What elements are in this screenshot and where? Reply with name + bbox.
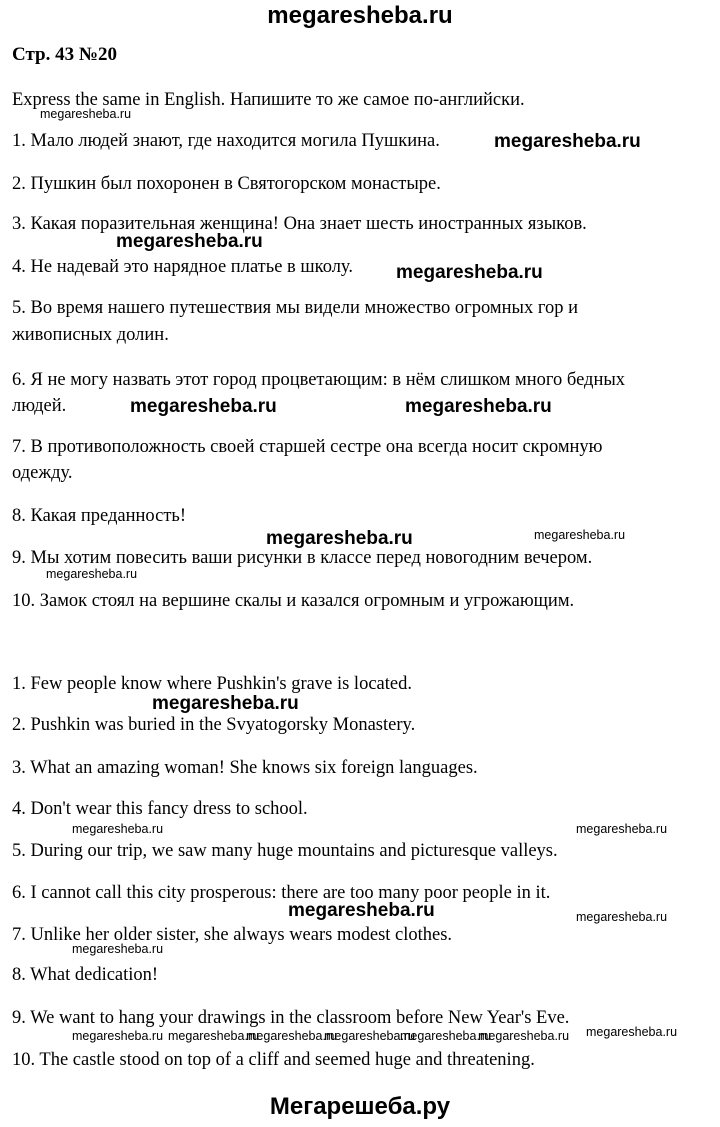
- russian-sentence: 3. Какая поразительная женщина! Она знает шесть иностранных языков.: [12, 214, 587, 234]
- english-sentence: 7. Unlike her older sister, she always wears modest clothes.: [12, 925, 453, 945]
- watermark: megaresheba.ru: [494, 131, 641, 152]
- english-sentence: 10. The castle stood on top of a cliff and seemed huge and threatening.: [12, 1050, 535, 1070]
- page-reference: Стр. 43 №20: [12, 44, 117, 65]
- english-sentence: 4. Don't wear this fancy dress to school.: [12, 799, 308, 819]
- watermark: megaresheba.ru: [478, 1029, 570, 1043]
- russian-sentence: 1. Мало людей знают, где находится могила Пушкина.: [12, 131, 440, 151]
- watermark: megaresheba.ru: [576, 822, 668, 836]
- watermark: megaresheba.ru: [534, 528, 626, 542]
- english-sentence: 3. What an amazing woman! She knows six foreign languages.: [12, 758, 478, 778]
- watermark: megaresheba.ru: [72, 942, 164, 956]
- task-instruction: Express the same in English. Напишите то же самое по-английски.: [12, 90, 525, 110]
- russian-sentence: 6. Я не могу назвать этот город процветающим: в нём слишком много бедных: [12, 370, 626, 390]
- watermark: megaresheba.ru: [72, 822, 164, 836]
- watermark: megaresheba.ru: [324, 1029, 416, 1043]
- watermark: megaresheba.ru: [46, 567, 138, 581]
- watermark: megaresheba.ru: [40, 107, 132, 121]
- watermark: megaresheba.ru: [130, 396, 277, 417]
- english-sentence: 6. I cannot call this city prosperous: there are too many poor people in it.: [12, 883, 551, 903]
- watermark: megaresheba.ru: [396, 262, 543, 283]
- watermark: megaresheba.ru: [168, 1029, 260, 1043]
- english-sentence: 2. Pushkin was buried in the Svyatogorsky Monastery.: [12, 715, 416, 735]
- watermark: megaresheba.ru: [288, 900, 435, 921]
- english-sentence: 8. What dedication!: [12, 965, 159, 985]
- russian-sentence: 9. Мы хотим повесить ваши рисунки в классе перед новогодним вечером.: [12, 548, 593, 568]
- watermark: megaresheba.ru: [400, 1029, 492, 1043]
- watermark: megaresheba.ru: [576, 910, 668, 924]
- russian-sentence: 5. Во время нашего путешествия мы видели множество огромных гор и: [12, 298, 578, 318]
- russian-sentence: 2. Пушкин был похоронен в Святогорском монастыре.: [12, 174, 441, 194]
- russian-sentence: 7. В противоположность своей старшей сестре она всегда носит скромную: [12, 437, 603, 457]
- english-sentence: 9. We want to hang your drawings in the classroom before New Year's Eve.: [12, 1008, 570, 1028]
- english-sentence: 5. During our trip, we saw many huge mountains and picturesque valleys.: [12, 841, 558, 861]
- watermark: megaresheba.ru: [116, 231, 263, 252]
- russian-sentence: 4. Не надевай это нарядное платье в школу.: [12, 257, 353, 277]
- watermark: megaresheba.ru: [72, 1029, 164, 1043]
- watermark: megaresheba.ru: [405, 396, 552, 417]
- russian-sentence-cont: людей.: [12, 396, 67, 416]
- russian-sentence: 8. Какая преданность!: [12, 506, 187, 526]
- watermark: megaresheba.ru: [586, 1025, 678, 1039]
- english-sentence: 1. Few people know where Pushkin's grave is located.: [12, 674, 412, 694]
- russian-sentence-cont: одежду.: [12, 463, 73, 483]
- watermark: megaresheba.ru: [266, 528, 413, 549]
- russian-sentence-cont: живописных долин.: [12, 325, 169, 345]
- russian-sentence: 10. Замок стоял на вершине скалы и казался огромным и угрожающим.: [12, 591, 575, 611]
- site-footer: Мегарешеба.ру: [269, 1093, 451, 1120]
- site-header: megaresheba.ru: [267, 2, 453, 29]
- watermark: megaresheba.ru: [152, 693, 299, 714]
- watermark: megaresheba.ru: [246, 1029, 338, 1043]
